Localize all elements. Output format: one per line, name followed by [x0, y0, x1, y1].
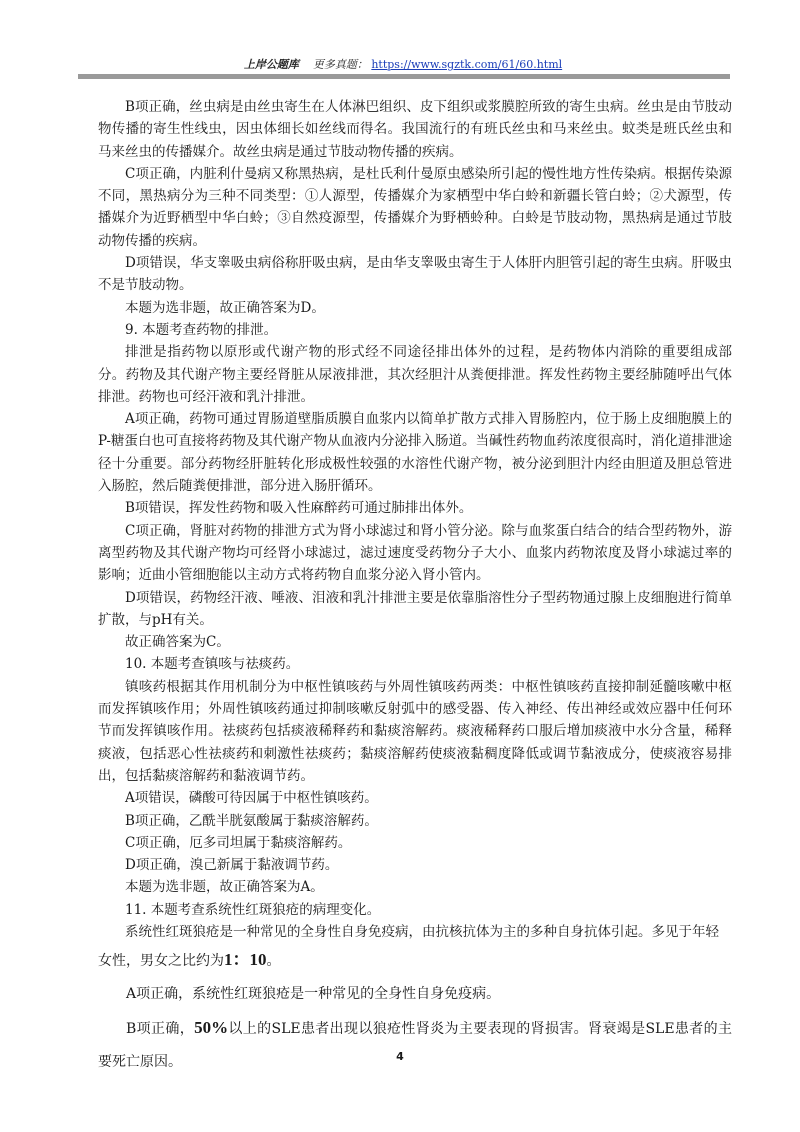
paragraph: 故正确答案为C。: [125, 634, 230, 651]
paragraph: 排泄是指药物以原形或代谢产物的形式经不同途径排出体外的过程，是药物体内消除的重要组成部分。药物及其代谢产物主要经肾脏从尿液排泄，其次经胆汁从粪便排泄。挥发性药物主要经肺随呼出气体排泄。药物也可经汗液和乳汁排泄。: [98, 344, 732, 405]
ratio-value: 1：10: [224, 950, 267, 970]
paragraph: A项正确，药物可通过胃肠道壁脂质膜自血浆内以简单扩散方式排入胃肠腔内，位于肠上皮细胞膜上的P-糖蛋白也可直接将药物及其代谢产物从血液内分泌排入肠道。当碱性药物血药浓度很高时，消化道排泄途径十分重要。部分药物经肝脏转化形成极性较强的水溶性代谢产物，被分泌到胆汁内经由胆道及胆总管进入肠腔，然后随粪便排泄，部分进入肠肝循环。: [98, 411, 732, 495]
paragraph: B项正确，乙酰半胱氨酸属于黏痰溶解药。: [125, 812, 378, 829]
paragraph: B项错误，挥发性药物和吸入性麻醉药可通过肺排出体外。: [125, 500, 473, 517]
paragraph: [98, 1011, 732, 1079]
text-span: 女性，男女之比约为: [98, 953, 224, 970]
paragraph: D项正确，溴己新属于黏液调节药。: [125, 857, 339, 874]
paragraph: 本题为选非题，故正确答案为D。: [125, 299, 325, 316]
paragraph: D项错误，华支睾吸虫病俗称肝吸虫病，是由华支睾吸虫寄生于人体肝内胆管引起的寄生虫病。肝吸虫不是节肢动物。: [98, 255, 732, 294]
paragraph: A项正确，系统性红斑狼疮是一种常见的全身性自身免疫病。: [126, 986, 501, 1003]
header-link[interactable]: https://www.sgztk.com/61/60.html: [371, 58, 563, 71]
page-number: 4: [396, 1050, 404, 1063]
question-heading: 9. 本题考查药物的排泄。: [125, 321, 278, 338]
header-divider: [78, 74, 730, 79]
paragraph: B项正确，丝虫病是由丝虫寄生在人体淋巴组织、皮下组织或浆膜腔所致的寄生虫病。丝虫是由节肢动物传播的寄生性线虫，因虫体细长如丝线而得名。我国流行的有班氏丝虫和马来丝虫。蚊类是班氏丝虫和马来丝虫的传播媒介。故丝虫病是通过节肢动物传播的疾病。: [98, 99, 732, 160]
question-heading: 11. 本题考查系统性红斑狼疮的病理变化。: [125, 901, 381, 918]
text-span: B项正确，: [126, 1021, 195, 1038]
paragraph: C项正确，厄多司坦属于黏痰溶解药。: [125, 834, 352, 851]
page-header: [78, 56, 728, 76]
header-label: 更多真题：: [312, 58, 368, 71]
paragraph: 本题为选非题，故正确答案为A。: [125, 879, 324, 896]
paragraph: 镇咳药根据其作用机制分为中枢性镇咳药与外周性镇咳药两类：中枢性镇咳药直接抑制延髓咳嗽中枢而发挥镇咳作用；外周性镇咳药通过抑制咳嗽反射弧中的感受器、传入神经、传出神经或效应器中任何环节而发挥镇咳作用。祛痰药包括痰液稀释药和黏痰溶解药。痰液稀释药口服后增加痰液中水分含量，稀释痰液，包括恶心性祛痰药和刺激性祛痰药；黏痰溶解药使痰液黏稠度降低或调节黏液成分，使痰液容易排出，包括黏痰溶解药和黏液调节药。: [98, 678, 732, 784]
percent-value: 50%: [194, 1018, 229, 1038]
document-body: [98, 96, 732, 1079]
paragraph: C项正确，肾脏对药物的排泄方式为肾小球滤过和肾小管分泌。除与血浆蛋白结合的结合型药物外，游离型药物及其代谢产物均可经肾小球滤过，滤过速度受药物分子大小、血浆内药物浓度及肾小球滤过率的影响；近曲小管细胞能以主动方式将药物自血浆分泌入肾小管内。: [98, 522, 732, 584]
paragraph-continuation: [98, 943, 732, 978]
paragraph: 系统性红斑狼疮是一种常见的全身性自身免疫病，由抗核抗体为主的多种自身抗体引起。多见于年轻: [125, 923, 719, 940]
paragraph: D项错误，药物经汗液、唾液、泪液和乳汁排泄主要是依靠脂溶性分子型药物通过腺上皮细胞进行简单扩散，与pH有关。: [98, 589, 732, 628]
paragraph: A项错误，磷酸可待因属于中枢性镇咳药。: [125, 790, 378, 807]
text-span: 以上的SLE患者出现以狼疮性肾炎为主要表现的肾损害。肾衰竭是SLE患者的主要死亡原因。: [98, 1021, 732, 1071]
header-brand: 上岸公题库: [243, 58, 299, 71]
paragraph: C项正确，内脏利什曼病又称黑热病，是杜氏利什曼原虫感染所引起的慢性地方性传染病。根据传染源不同，黑热病分为三种不同类型：①人源型，传播媒介为家栖型中华白蛉和新疆长管白蛉；②犬源型，传播媒介为近野栖型中华白蛉；③自然疫源型，传播媒介为野栖蛉种。白蛉是节肢动物，黑热病是通过节肢动物传播的疾病。: [98, 165, 732, 249]
question-heading: 10. 本题考查镇咳与祛痰药。: [125, 656, 300, 673]
text-span: 。: [266, 953, 281, 970]
